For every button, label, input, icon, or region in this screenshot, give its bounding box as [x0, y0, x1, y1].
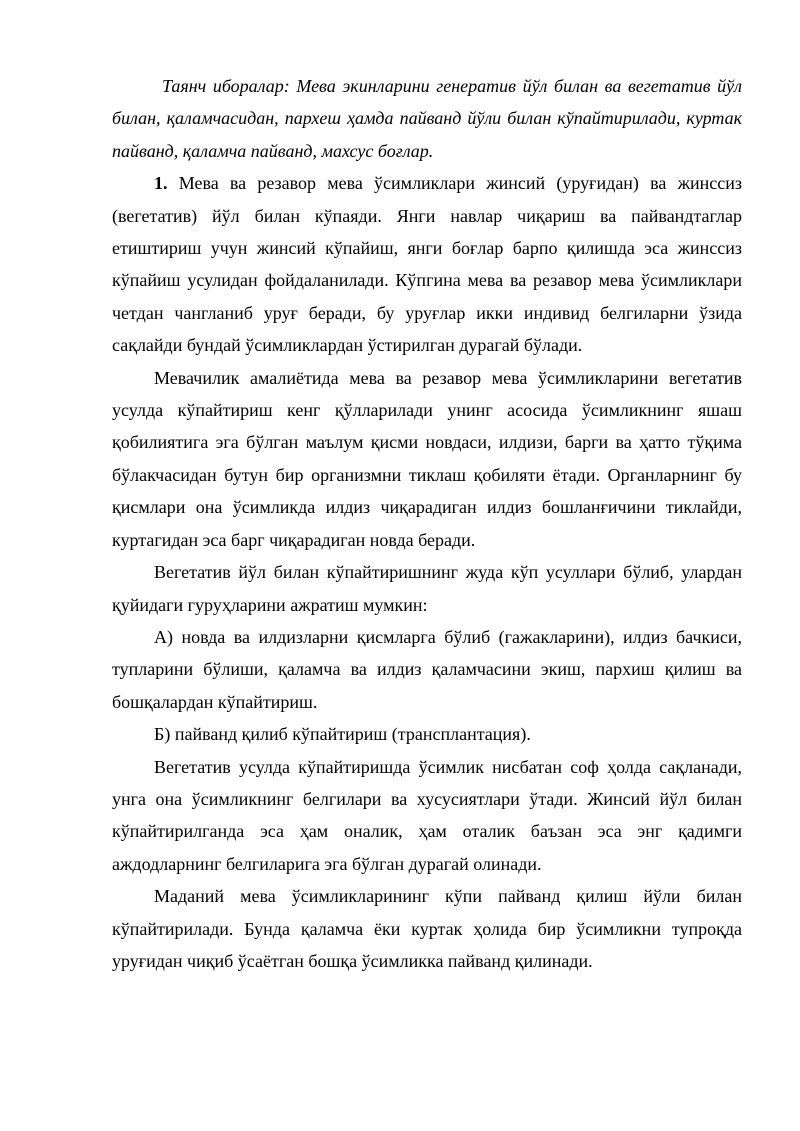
section-number: 1.	[154, 173, 168, 194]
paragraph-1-text: Мева ва резавор мева ўсимликлари жинсий (уруғидан) ва жинссиз (вегетатив) йўл билан кўпаяди. Янги навлар чиқариш ва пайвандтаглар етиштириш учун жинсий кўпайиш, янги боғлар барпо қилишда эса жинссиз кўпайиш усулидан фойдаланилади. Кўпгина мева ва резавор мева ўсимликлари четдан чангланиб уруғ беради, бу уруғлар икки индивид белгиларни ўзида сақлайди бундай ўсимликлардан ўстирилган дурагай бўлади.	[112, 173, 742, 356]
paragraph-6: Вегетатив усулда кўпайтиришда ўсимлик нисбатан соф ҳолда сақланади, унга она ўсимликнинг белгилари ва хусусиятлари ўтади. Жинсий йўл билан кўпайтирилганда эса ҳам оналик, ҳам оталик баъзан эса энг қадимги аждодларнинг белгиларига эга бўлган дурагай олинади.	[112, 756, 742, 874]
paragraph-5: Б) пайванд қилиб кўпайтириш (трансплантация).	[154, 724, 531, 745]
paragraph-2: Мевачилик амалиётида мева ва резавор мева ўсимликларини вегетатив усулда кўпайтириш кенг қўлларилади унинг асосида ўсимликнинг яшаш қобилиятига эга бўлган маълум қисми новдаси, илдизи, барги ва ҳатто тўқима бўлакчасидан бутун бир организмни тиклаш қобиляти ётади. Органларнинг бу қисмлари она ўсимликда илдиз чиқарадиган илдиз бошланғичини тиклайди, куртагидан эса барг чиқарадиган новда беради.	[112, 367, 742, 550]
paragraph-7: Маданий мева ўсимликларининг кўпи пайванд қилиш йўли билан кўпайтирилади. Бунда қаламча ёки куртак ҳолида бир ўсимликни тупроқда уруғидан чиқиб ўсаётган бошқа ўсимликка пайванд қилинади.	[112, 886, 742, 971]
paragraph-4: А) новда ва илдизларни қисмларга бўлиб (гажакларини), илдиз бачкиси, тупларини бўлиши, қаламча ва илдиз қаламчасини экиш, пархиш қилиш ва бошқалардан кўпайтириш.	[112, 626, 742, 712]
paragraph-3: Вегетатив йўл билан кўпайтиришнинг жуда кўп усуллари бўлиб, улардан қуйидаги гуруҳларини ажратиш мумкин:	[112, 562, 742, 615]
paragraph-1	[112, 167, 742, 361]
keywords-paragraph: Таянч иборалар: Мева экинларини генератив йўл билан ва вегетатив йўл билан, қаламчасидан, пархеш ҳамда пайванд йўли билан кўпайтирилади, куртак пайванд, қаламча пайванд, махсус боғлар.	[112, 76, 742, 161]
document-page	[112, 70, 742, 977]
